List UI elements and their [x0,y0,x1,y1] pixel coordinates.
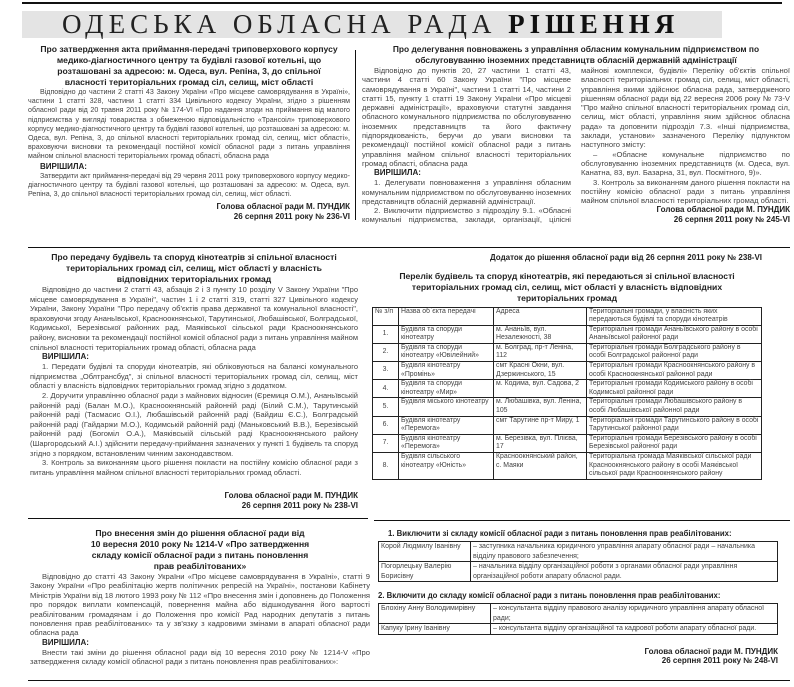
table-cell: Будівля та споруди кінотеатру [399,325,494,343]
table-cell: Територіальна громада Маяківської сільської ради Красноокнянського району в особі Маяківської сільської ради Красноокнянського району [587,453,762,480]
table-cell: 5. [373,398,399,416]
table-cell: Будівля кінотеатру «Перемога» [399,416,494,434]
table-cell: смт Тарутине пр-т Миру, 1 [494,416,587,434]
resolved-label: ВИРІШИЛА: [374,168,421,178]
table-row [373,398,762,416]
article-236 [28,44,350,221]
column-header: Адреса [494,307,587,325]
table-cell: Територіальні громади Березівського району в особі Березівської районної ради [587,434,762,452]
article-title: Про делегування повноважень з управління обласним комунальним підприємством по обслуговуванню іноземних представництв обласній державній адміністрації [392,44,760,65]
table-cell: м. Болград, пр-т Леніна, 112 [494,343,587,361]
annex [372,253,762,480]
table-cell: 8. [373,453,399,480]
include-row [379,624,778,635]
article-238 [30,252,358,510]
article-248 [30,528,370,667]
name-cell: Корой Людмилу Іванівну [379,542,471,562]
signature: Голова обласної ради М. ПУНДИК [224,491,358,501]
bottom-rule [28,680,790,681]
article-title: Про затвердження акта приймання-передачі триповерхового корпусу медико-діагностичного центру та будівлі газової котельні, що розташовані за адресою: м. Одеса, вул. Репіна, 3, до спільної власності територіальних громад сіл, селищ, міст області [40,44,338,87]
decision-item: 1. Делегувати повноваження з управління обласним комунальним підприємством по обслуговуванню іноземних представництв обласній державній адміністрації. [362,178,571,206]
column-header: Назва об`єкта передачі [399,307,494,325]
annex-caption: Додаток до рішення обласної ради від 26 серпня 2011 року № 238-VI [490,253,762,262]
name-cell: Блохіну Анну Володимирівну [379,604,491,624]
article-intro: Відповідно до пунктів 20, 27 частини 1 статті 43, частини 4 статті 60 Закону України "Про місцеве самоврядування в Україні", частини 1 статті 14, частини 2 статті 15, пункту 1 статті 19 Закону України «Про місцеві державні адміністрації», враховуючи статутні завдання обласного комунального підприємства по обслуговуванню іноземних представництв та його фактичну підпорядкованість, беручи до уваги висновки та рекомендації постійної комісії обласної ради з питань управління майном спільної власності територіальних громад області, обласна рада [362,66,571,168]
table-cell: м. Ананьїв, вул. Незалежності, 38 [494,325,587,343]
include-table [378,603,778,635]
position-cell: – консультанта відділу організаційної та кадрової роботи апарату обласної ради. [491,624,778,635]
position-cell: – начальника відділу організаційної роботи з органами обласної ради управління організаційної роботи апарату обласної ради. [471,562,778,582]
decision-number: 26 серпня 2011 року № 245-VI [673,214,790,224]
table-cell: 4. [373,380,399,398]
decision-item: 1. Передати будівлі та споруди кінотеатрів, які обліковуються на балансі комунального підприємства „Облтрансбуд", зі спільної власності територіальних громад сіл, селищ, міст області у власність відповідних територіальних громад згідно з додатком. [30,362,358,391]
table-cell: м. Кодима, вул. Садова, 2 [494,380,587,398]
name-cell: Капуку Ірину Іванівну [379,624,491,635]
table-cell: смт Красні Окни, вул. Дзержинського, 15 [494,362,587,380]
table-cell: м. Березівка, вул. Плієва, 17 [494,434,587,452]
table-row [373,434,762,452]
section-rule [28,518,368,519]
top-rule [22,2,782,4]
resolved-label: ВИРІШИЛА: [42,352,89,362]
article-decision: Затвердити акт приймання-передачі від 29 червня 2011 року триповерхового корпусу медико-діагностичного центру та будівлі газової котельні, що розташовані за адресою: м. Одеса, вул. Репіна, 3, до спільної власності територіальних громад сіл, селищ, міст області. [28,171,350,199]
table-cell: 6. [373,416,399,434]
decision-number: 26 серпня 2011 року № 238-VI [241,500,358,510]
signature: Голова обласної ради М. ПУНДИК [644,646,778,656]
table-cell: Територіальні громади Ананьївського району в особі Ананьївської районної ради [587,325,762,343]
position-cell: – заступника начальника юридичного управління апарату обласної ради – начальника відділу правового забезпечення; [471,542,778,562]
column-divider [355,50,356,220]
commission-changes [378,528,790,666]
exclude-row [379,542,778,562]
signature: Голова обласної ради М. ПУНДИК [656,205,790,215]
annex-table [372,307,762,480]
masthead-section: РІШЕННЯ [508,9,680,39]
column-header: № з/п [373,307,399,325]
resolved-label: ВИРІШИЛА: [42,637,89,647]
table-cell: Красноокнянський район, с. Маяки [494,453,587,480]
section-rule [374,520,790,521]
table-cell: Будівля сільського кінотеатру «Юність» [399,453,494,480]
exclude-table [378,541,778,582]
decision-number: 26 серпня 2011 року № 248-VI [661,656,778,665]
table-cell: м. Любашівка, вул. Леніна, 105 [494,398,587,416]
table-cell: 3. [373,362,399,380]
signature: Голова обласної ради М. ПУНДИК [216,202,350,212]
table-cell: Будівля кінотеатру «Промінь» [399,362,494,380]
article-intro: Відповідно до статті 43 Закону України «Про місцеве самоврядування в Україні», статті 9 Закону України «Про реабілітацію жертв політичних репресій на Україні», постанови Кабінету Міністрів України від 18 лютого 1993 року № 112 «Про внесення змін і доповнень до Положення про порядок виплати компенсацій, повернення майна або відшкодування його вартості реабілітованим громадянам і до Положення про комісії Рад народних депутатів з питань поновлення прав реабілітованих» та у зв'язку з кадровими змінами в апараті обласної ради обласна рада [30,572,370,638]
table-cell: Територіальні громади Болградського району в особі Болградської районної ради [587,343,762,361]
decision-item: 3. Контроль за виконанням даного рішення покласти на постійну комісію обласної ради з питань управління майном спільної власності територіальних громад області. [581,177,790,206]
include-row [379,604,778,624]
table-row [373,453,762,480]
masthead-title: ОДЕСЬКА ОБЛАСНА РАДА [62,9,497,39]
decision-item: 3. Контроль за виконанням цього рішення покласти на постійну комісію обласної ради з питань управління майном спільної власності територіальних громад області. [30,458,358,477]
table-cell: Будівля та споруди кінотеатру «Мир» [399,380,494,398]
position-cell: – консультанта відділу правового аналізу юридичного управління апарату обласної ради; [491,604,778,624]
decision-item: 2. Доручити управлінню обласної ради з майнових відносин (Єремиця О.М.), Ананьївській районній раді (Балан М.О.), Красноокнянській районній раді (Білий С.М.), Тарутинській районній раді (Тасмасис О.І.), Любашівській районній раді (Байдиш Є.С.), Болградській районній раді (Гайдаржи М.О.), Кодимській районній раді (Маньковський В.В.), Березівській районній раді (Богоміл О.А.), Маяківській сільській раді Красноокнянського району (Шаргородський А.І.) здійснити передачу-приймання зазначених у пункті 1 будівель та споруд згідно з порядком, встановленим чинним законодавством. [30,390,358,458]
table-cell: Територіальні громади Любашівського району в особі Любашівської районної ради [587,398,762,416]
article-245 [362,44,790,225]
table-row [373,362,762,380]
table-cell: 2. [373,343,399,361]
table-row [373,380,762,398]
exclude-row [379,562,778,582]
article-title: Про передачу будівель та споруд кінотеатрів зі спільної власності територіальних громад сіл, селищ, міст області у власність відповідних територіальних громад [51,252,337,284]
table-row [373,325,762,343]
section-rule [28,247,790,248]
table-cell: Територіальні громади Тарутинського району в особі Тарутинської районної ради [587,416,762,434]
exclude-title: 1. Виключити зі складу комісії обласної ради з питань поновлення прав реабілітованих: [388,529,732,538]
table-row [373,343,762,361]
table-cell: Територіальні громади Кодимського району в особі Кодимської районної ради [587,380,762,398]
table-row [373,416,762,434]
table-header-row [373,307,762,325]
table-cell: 1. [373,325,399,343]
article-intro: Відповідно до частини 2 статті 43, абзаців 2 і 3 пункту 10 розділу V Закону України "Про місцеве самоврядування в Україні", частин 1 і 2 статті 319, статті 327 Цивільного кодексу України, Закону України "Про передачу об'єктів права державної та комунальної власності", враховуючи згоду Ананьївської, Красноокнянської, Тарутинської, Любашівської, Болградської, Кодимської, Березівської районних рад, Маяківської сільської ради Красноокнянського району, висновки та рекомендації постійної комісії обласної ради з питань управління майном спільної власності територіальних громад області, обласна рада [30,285,358,352]
decision-item: – «Обласне комунальне підприємство по обслуговуванню іноземних представництв (м. Одеса, вул. Канатна, 83, вул. Базарна, 31, вул. Посмітного, 9)». [581,149,790,178]
name-cell: Погорлецьку Валерію Борисівну [379,562,471,582]
resolved-label: ВИРІШИЛА: [40,161,87,171]
table-cell: Будівля кінотеатру «Перемога» [399,434,494,452]
decision-number: 26 серпня 2011 року № 236-VI [233,211,350,221]
annex-title: Перелік будівель та споруд кінотеатрів, які передаються зі спільної власності територіальних громад сіл, селищ, міст області у власність відповідних територіальних громад [399,270,735,303]
decision-item: 2. Виключити підприємство з підрозділу 9.1. «Обласні комунальні підприємства, заклади, організації, цілісні майнові комплекси, будівлі» Переліку об'єктів спільної власності територіальних громад сіл, селищ, міст області, управління якими здійснює обласна рада, затвердженого рішенням обласної ради від 22 вересня 2006 року № 73-V "Про майно спільної власності територіальних громад сіл, селищ, міст області, управління яким здійснює обласна рада» та доповнити підрозділ 7.3. «Інші підприємства, заклади, установи» зазначеного Переліку підпунктом наступного змісту: [362,66,790,225]
table-cell: 7. [373,434,399,452]
article-intro: Відповідно до частини 2 статті 43 Закону України «Про місцеве самоврядування в Україні», частини 1 статті 328, частини 1 статті 334 Цивільного кодексу України, згідно з рішенням обласної ради від 20 травня 2011 року № 174-VI «Про надання згоди на приймання від малого підприємства у вигляді товариства з обмеженою відповідальністю «Трансоіл» триповерхового корпусу медико-діагностичного центру та будівлі газової котельні, що розташовані за адресою: м. Одеса, вул. Репіна, 3, до спільної власності територіальних громад сіл, селищ, міст області», враховуючи висновки та рекомендації постійної комісії обласної ради з питань управління майном спільної власності територіальних громад області, обласна рада [28,88,350,161]
column-header: Територіальні громади, у власність яких передаються будівлі та споруди кінотеатрів [587,307,762,325]
article-decision: Внести такі зміни до рішення обласної ради від 10 вересня 2010 року № 1214-V «Про затвердження складу комісії обласної ради з питань поновлення прав реабілітованих»: [30,647,370,667]
article-title: Про внесення змін до рішення обласної ради від 10 вересня 2010 року № 1214-V «Про затвердження складу комісії обласної ради з питань поновлення прав реабілітованих» [90,528,310,571]
include-title: 2. Включити до складу комісії обласної ради з питань поновлення прав реабілітованих: [378,591,721,600]
masthead [22,11,722,38]
table-cell: Будівля міського кінотеатру [399,398,494,416]
table-cell: Територіальні громади Красноокнянського району в особі Красноокнянської районної ради [587,362,762,380]
table-cell: Будівля та споруди кінотеатру «Ювілейний» [399,343,494,361]
